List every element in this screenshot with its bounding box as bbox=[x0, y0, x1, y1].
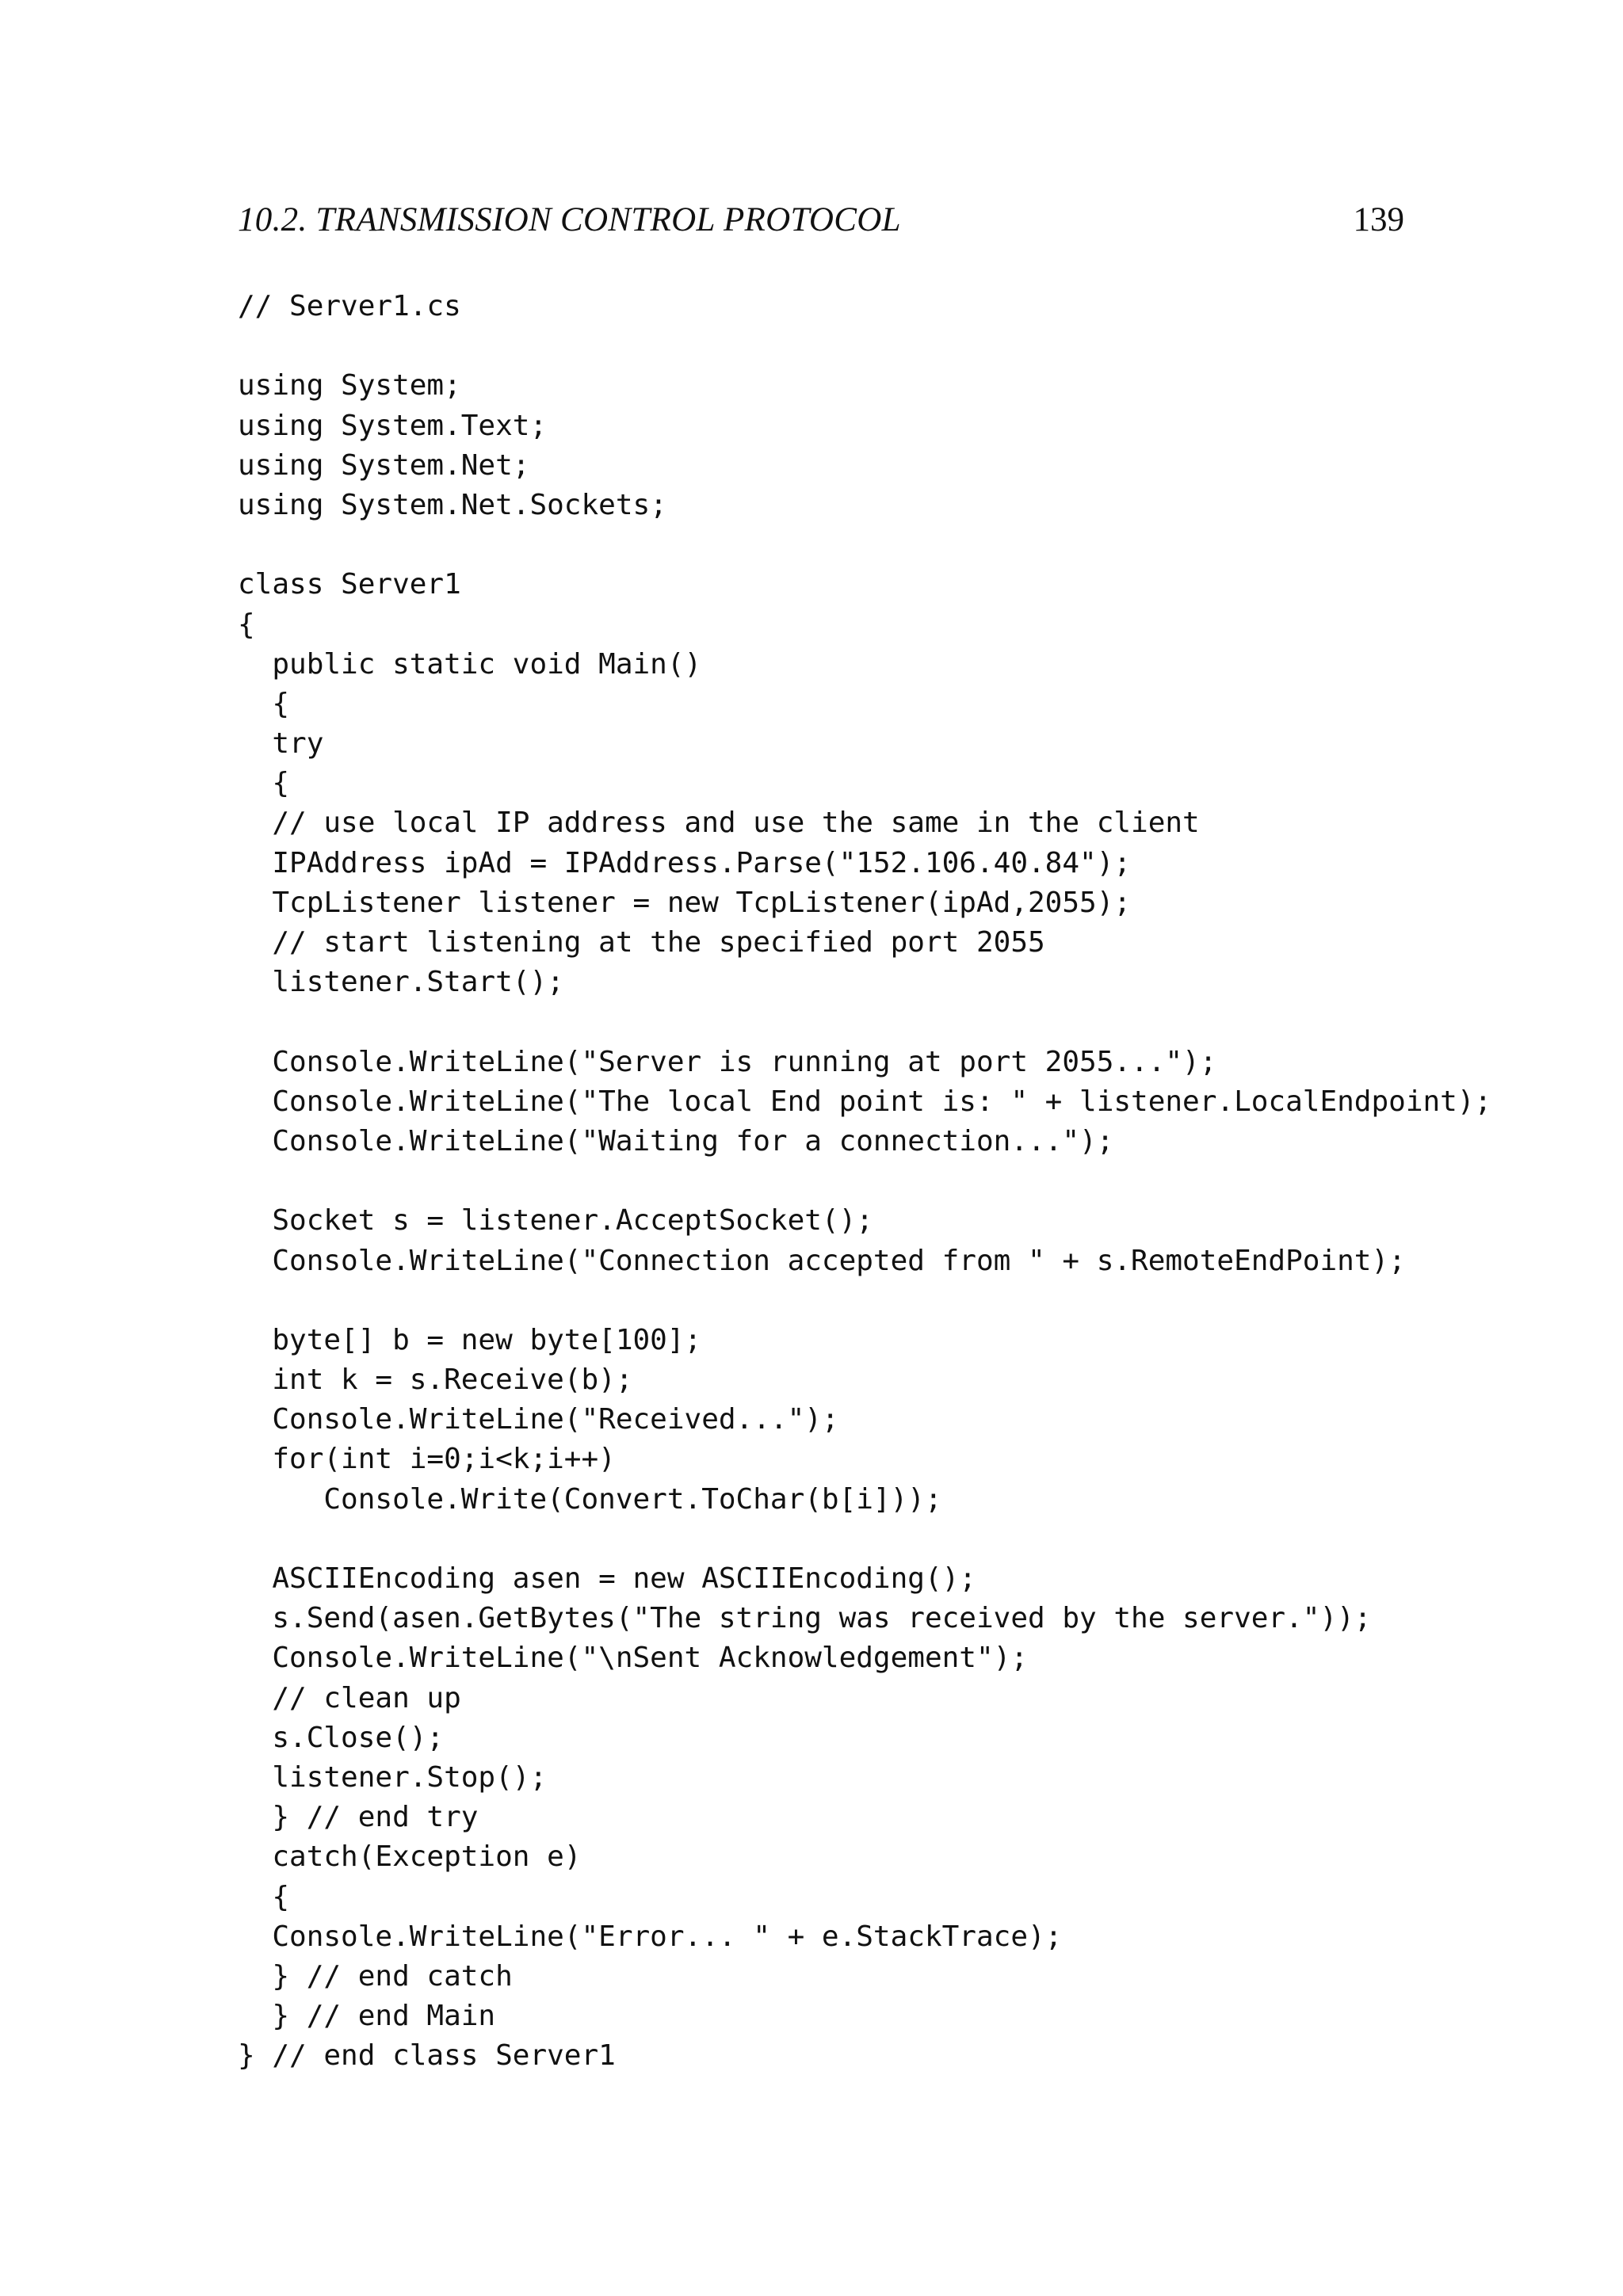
code-line: Console.WriteLine("Connection accepted from " + s.RemoteEndPoint); bbox=[238, 1244, 1406, 1277]
code-line: class Server1 bbox=[238, 568, 461, 601]
code-line: using System.Net.Sockets; bbox=[238, 488, 667, 521]
code-line: s.Send(asen.GetBytes("The string was received by the server.")); bbox=[238, 1602, 1372, 1635]
code-line: IPAddress ipAd = IPAddress.Parse("152.106.40.84"); bbox=[238, 846, 1132, 879]
code-line: { bbox=[238, 608, 255, 641]
code-line: public static void Main() bbox=[238, 647, 702, 681]
code-line: // start listening at the specified port 2055 bbox=[238, 926, 1045, 959]
code-line: Console.WriteLine("\nSent Acknowledgement"); bbox=[238, 1642, 1028, 1675]
code-line: s.Close(); bbox=[238, 1721, 445, 1754]
code-line: Console.WriteLine("Waiting for a connection..."); bbox=[238, 1124, 1114, 1158]
page-number: 139 bbox=[1353, 201, 1404, 238]
code-line: // Server1.cs bbox=[238, 290, 461, 322]
code-line: try bbox=[238, 727, 324, 761]
code-line: // clean up bbox=[238, 1681, 461, 1714]
code-line: byte[] b = new byte[100]; bbox=[238, 1323, 702, 1356]
code-line: Socket s = listener.AcceptSocket(); bbox=[238, 1204, 873, 1238]
code-line: { bbox=[238, 767, 290, 800]
code-line bbox=[238, 1161, 1601, 1201]
code-line: TcpListener listener = new TcpListener(ipAd,2055); bbox=[238, 886, 1132, 919]
code-line: { bbox=[238, 1880, 290, 1913]
code-line: listener.Stop(); bbox=[238, 1760, 548, 1794]
code-line: } // end class Server1 bbox=[238, 2039, 616, 2073]
code-line bbox=[238, 326, 1601, 366]
code-line bbox=[238, 1281, 1601, 1321]
code-line: using System.Net; bbox=[238, 448, 530, 482]
code-line bbox=[238, 1520, 1601, 1559]
code-line: } // end try bbox=[238, 1801, 479, 1834]
code-line: using System.Text; bbox=[238, 409, 548, 442]
code-line: Console.WriteLine("Received..."); bbox=[238, 1403, 839, 1436]
code-line: { bbox=[238, 687, 290, 720]
code-listing bbox=[238, 287, 1601, 2076]
code-line: using System; bbox=[238, 369, 461, 402]
section-title: 10.2. TRANSMISSION CONTROL PROTOCOL bbox=[238, 201, 901, 238]
code-line: Console.WriteLine("Error... " + e.StackTrace); bbox=[238, 1920, 1063, 1953]
code-line bbox=[238, 525, 1601, 565]
code-line: } // end Main bbox=[238, 2000, 496, 2033]
code-line: Console.WriteLine("The local End point is: " + listener.LocalEndpoint); bbox=[238, 1085, 1492, 1118]
code-line: for(int i=0;i<k;i++) bbox=[238, 1443, 616, 1476]
code-line: ASCIIEncoding asen = new ASCIIEncoding(); bbox=[238, 1562, 976, 1595]
code-line: } // end catch bbox=[238, 1959, 513, 1993]
code-line: listener.Start(); bbox=[238, 966, 564, 999]
code-line: int k = s.Receive(b); bbox=[238, 1363, 633, 1397]
running-header bbox=[238, 196, 1404, 244]
code-line: catch(Exception e) bbox=[238, 1840, 582, 1874]
code-line: // use local IP address and use the same in the client bbox=[238, 807, 1200, 840]
code-line bbox=[238, 1002, 1601, 1042]
code-line: Console.WriteLine("Server is running at port 2055..."); bbox=[238, 1045, 1217, 1078]
code-line: Console.Write(Convert.ToChar(b[i])); bbox=[238, 1482, 942, 1516]
